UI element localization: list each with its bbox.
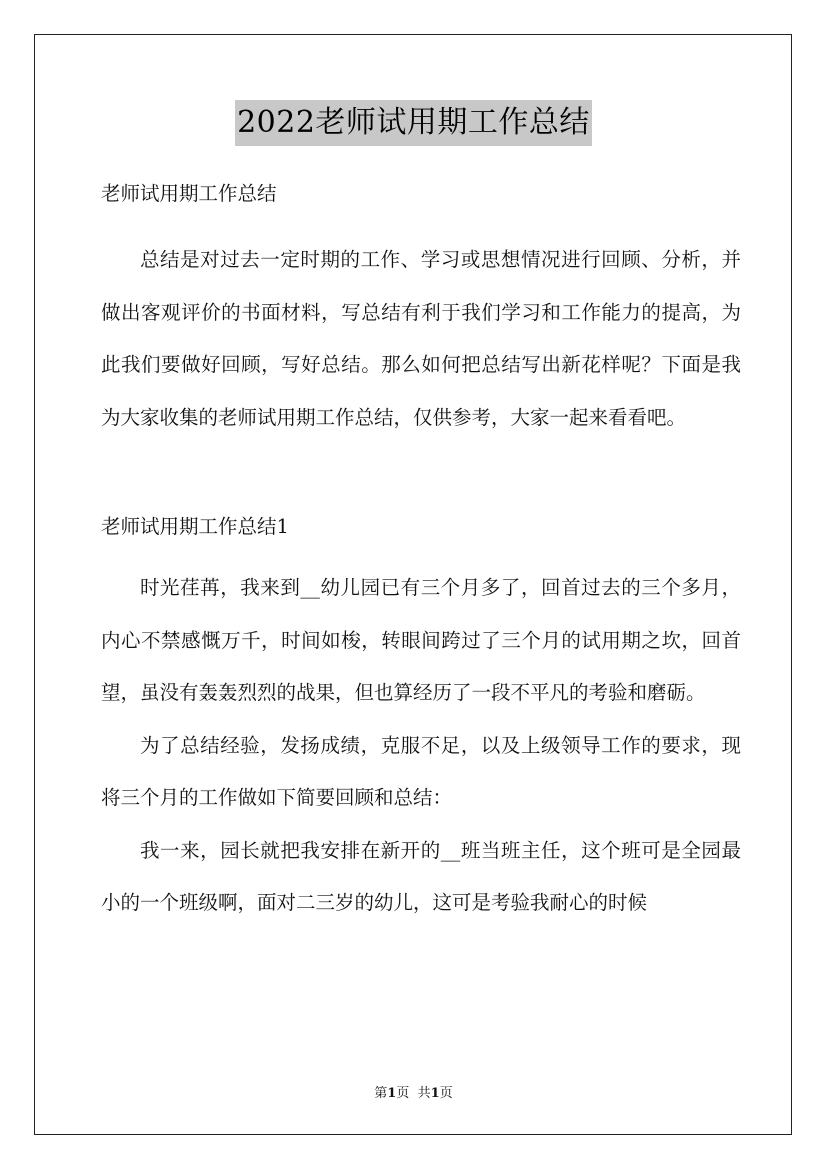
section-spacer xyxy=(101,444,741,509)
body-paragraph: 我一来，园长就把我安排在新开的__班当班主任，这个班可是全园最小的一个班级啊，面对二三岁的幼儿，这可是考验我耐心的时候 xyxy=(101,838,741,914)
subheading: 老师试用期工作总结 xyxy=(101,182,277,205)
body-paragraph: 为了总结经验，发扬成绩，克服不足，以及上级领导工作的要求，现将三个月的工作做如下简要回顾和总结： xyxy=(101,733,741,809)
title-container xyxy=(0,100,827,146)
total-pages: 1 xyxy=(430,1086,440,1101)
total-label-prefix: 共 xyxy=(417,1086,431,1101)
intro-paragraph: 总结是对过去一定时期的工作、学习或思想情况进行回顾、分析，并做出客观评价的书面材料，写总结有利于我们学习和工作能力的提高，为此我们要做好回顾，写好总结。那么如何把总结写出新花样呢？下面是我为大家收集的老师试用期工作总结，仅供参考，大家一起来看看吧。 xyxy=(101,248,741,429)
page-label-prefix: 第 xyxy=(374,1086,388,1101)
document-title: 2022老师试用期工作总结 xyxy=(235,100,592,146)
body-paragraph: 时光荏苒，我来到__幼儿园已有三个月多了，回首过去的三个多月，内心不禁感慨万千，时间如梭，转眼间跨过了三个月的试用期之坎，回首望，虽没有轰轰烈烈的战果，但也算经历了一段不平凡的考验和磨砺。 xyxy=(101,576,741,704)
page-label-suffix: 页 xyxy=(396,1086,410,1101)
page-number: 1 xyxy=(387,1086,397,1101)
document-body xyxy=(101,176,741,930)
page-footer xyxy=(0,1082,827,1101)
section-heading: 老师试用期工作总结1 xyxy=(101,515,289,538)
total-label-suffix: 页 xyxy=(439,1086,453,1101)
